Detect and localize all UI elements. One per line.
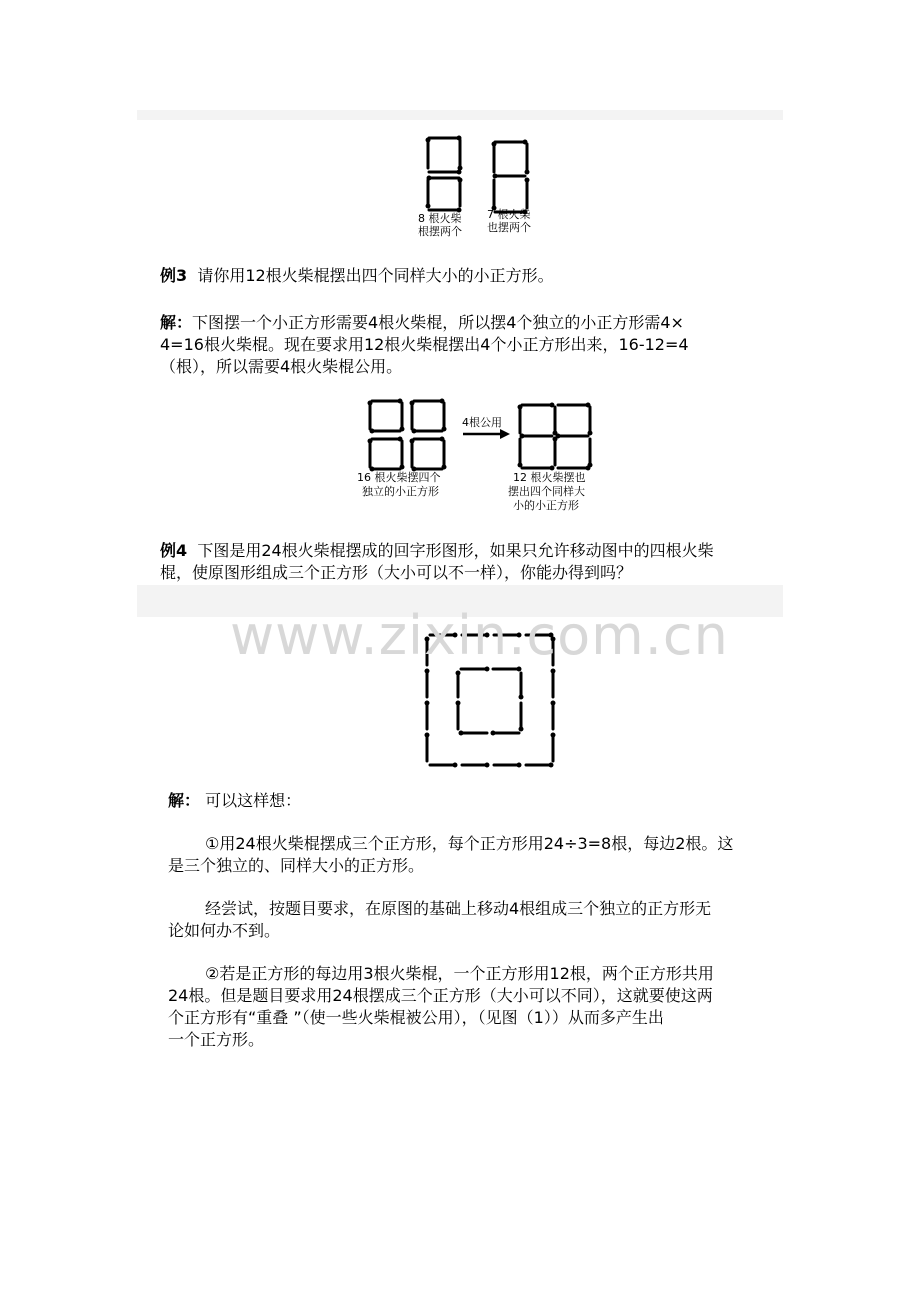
top-band <box>137 110 783 120</box>
example-3-text: 请你用12根火柴棍摆出四个同样大小的小正方形。 <box>197 266 554 285</box>
example-4-text-1: 下图是用24根火柴棍摆成的回字形图形，如果只允许移动图中的四根火柴 <box>197 541 714 560</box>
solution-4-p3-line3: 个正方形有“重叠 ”（使一些火柴棍被公用），（见图（1））从而多产生出 <box>168 1008 664 1027</box>
solution-3-line1 <box>160 312 684 334</box>
fig2-arrow-label: 4根公用 <box>462 416 502 429</box>
solution-4-p2-line2: 论如何办不到。 <box>168 921 281 940</box>
outer-square <box>425 633 556 768</box>
fig2-label-b-line1: 12 根火柴摆也 <box>513 471 586 484</box>
solution-4-p2-line1: 经尝试，按题目要求，在原图的基础上移动4根组成三个独立的正方形无 <box>205 899 712 918</box>
fig2-label-a-line2: 独立的小正方形 <box>362 485 439 498</box>
matchstick-figure-8 <box>426 136 463 213</box>
solution-4-tag: 解： <box>168 791 201 810</box>
example-4-line2: 棍，使原图形组成三个正方形（大小可以不一样），你能办得到吗？ <box>160 563 633 582</box>
arrow-right-icon <box>463 429 510 439</box>
fig2-label-b-line2: 摆出四个同样大 <box>508 485 585 498</box>
fig1-label-b-line1: 7 根火柴 <box>487 208 531 221</box>
fig1-label-b-line2: 也摆两个 <box>487 221 531 234</box>
solution-4-p1-line1: ①用24根火柴棍摆成三个正方形，每个正方形用24÷3=8根，每边2根。这 <box>205 834 734 853</box>
inner-square <box>456 667 524 736</box>
solution-4-p3-line2: 24根。但是题目要求用24根摆成三个正方形（大小可以不同），这就要使这两 <box>168 986 713 1005</box>
solution-3-tag: 解： <box>160 313 193 332</box>
independent-squares <box>368 399 447 472</box>
example-3-tag: 例3 <box>160 266 188 285</box>
watermark: www.zixin.com.cn <box>230 604 729 667</box>
solution-4-p3-line1: ②若是正方形的每边用3根火柴棍，一个正方形用12根，两个正方形共用 <box>205 964 714 983</box>
example-4-line1 <box>160 540 714 562</box>
solution-4-p3-line4: 一个正方形。 <box>168 1030 265 1049</box>
solution-3-text-1: 下图摆一个小正方形需要4根火柴棍，所以摆4个独立的小正方形需4× <box>192 313 684 332</box>
example-3 <box>160 265 554 287</box>
fig2-label-b-line3: 小的小正方形 <box>513 499 579 512</box>
shared-squares <box>518 403 593 471</box>
fig1-label-a-line1: 8 根火柴 <box>418 212 462 225</box>
solution-4-intro-text: 可以这样想： <box>205 791 302 810</box>
figure-nested-squares <box>415 625 565 775</box>
fig1-label-a-line2: 根摆两个 <box>418 225 462 238</box>
solution-3-line3: （根），所以需要4根火柴棍公用。 <box>160 357 403 376</box>
matchstick-figure-7 <box>492 140 530 215</box>
example-4-tag: 例4 <box>160 541 188 560</box>
middle-band <box>137 585 783 617</box>
solution-4-p1-line2: 是三个独立的、同样大小的正方形。 <box>168 856 425 875</box>
solution-3-line2: 4=16根火柴棍。现在要求用12根火柴棍摆出4个小正方形出来，16-12=4 <box>160 335 689 354</box>
solution-4-intro <box>168 790 301 812</box>
fig2-label-a-line1: 16 根火柴摆四个 <box>357 471 441 484</box>
